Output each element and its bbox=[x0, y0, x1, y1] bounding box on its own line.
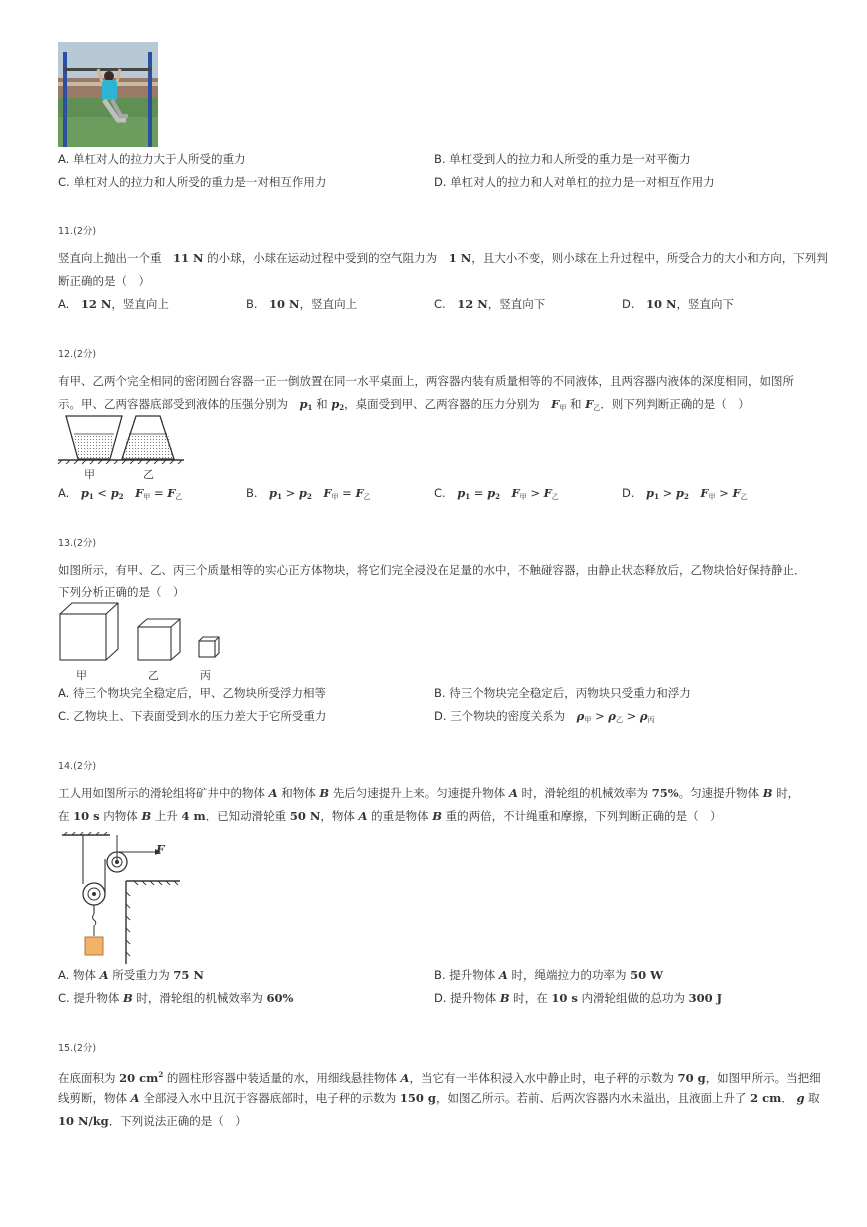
q15-header: 15.(2分) bbox=[58, 1043, 97, 1054]
q15-stem-line2: 线剪断，物体 A 全部浸入水中且沉于容器底部时，电子秤的示数为 150 g，如图乙所示。若前、后两次容器内水未溢出，且液面上升了 2 cm． g 取 bbox=[58, 1091, 820, 1105]
q10-option-d: D. 单杠对人的拉力和人对单杠的拉力是一对相互作用力 bbox=[434, 175, 715, 189]
q14-fig-force-label: F bbox=[156, 843, 165, 857]
q10-option-b: B. 单杠受到人的拉力和人所受的重力是一对平衡力 bbox=[434, 152, 691, 166]
q13-option-c: C. 乙物块上、下表面受到水的压力差大于它所受重力 bbox=[58, 709, 327, 723]
q11-option-a: A. 12 N，竖直向上 bbox=[58, 297, 169, 311]
q11-option-c: C. 12 N，竖直向下 bbox=[434, 297, 546, 311]
q11-stem-line2: 断正确的是（ ） bbox=[58, 274, 150, 288]
q13-fig-label-jia: 甲 bbox=[76, 669, 87, 682]
q13-option-a: A. 待三个物块完全稳定后，甲、乙物块所受浮力相等 bbox=[58, 686, 326, 700]
q13-header: 13.(2分) bbox=[58, 538, 97, 549]
q14-header: 14.(2分) bbox=[58, 761, 97, 772]
q14-option-c: C. 提升物体 B 时，滑轮组的机械效率为 60% bbox=[58, 991, 294, 1005]
q13-option-b: B. 待三个物块完全稳定后，丙物块只受重力和浮力 bbox=[434, 686, 691, 700]
q12-header: 12.(2分) bbox=[58, 349, 97, 360]
pull-up-photo bbox=[58, 42, 158, 147]
q11-option-b: B. 10 N，竖直向上 bbox=[246, 297, 358, 311]
q11-header: 11.(2分) bbox=[58, 226, 97, 237]
q12-containers-figure bbox=[56, 414, 186, 482]
q14-option-d: D. 提升物体 B 时，在 10 s 内滑轮组做的总功为 300 J bbox=[434, 991, 723, 1005]
q13-option-d: D. 三个物块的密度关系为 $\rho_甲 > \rho_乙 > \rho_丙$ bbox=[434, 709, 655, 724]
q12-option-c: C. $p_1 = p_2$ $F_甲 > F_乙$ bbox=[434, 486, 559, 501]
q11-option-d: D. 10 N，竖直向下 bbox=[622, 297, 735, 311]
q12-fig-label-jia: 甲 bbox=[84, 468, 95, 481]
q14-option-a: A. 物体 A 所受重力为 75 N bbox=[58, 968, 204, 982]
q10-option-a: A. 单杠对人的拉力大于人所受的重力 bbox=[58, 152, 246, 166]
q12-option-d: D. $p_1 > p_2$ $F_甲 > F_乙$ bbox=[622, 486, 748, 501]
q14-stem-line1: 工人用如图所示的滑轮组将矿井中的物体 A 和物体 B 先后匀速提升上来。匀速提升物体 A 时，滑轮组的机械效率为 75%。匀速提升物体 B 时， bbox=[58, 786, 800, 800]
q13-stem-line1: 如图所示，有甲、乙、丙三个质量相等的实心正方体物块，将它们完全浸没在足量的水中，不触碰容器，由静止状态释放后，乙物块恰好保持静止． bbox=[58, 563, 806, 577]
q12-option-b: B. $p_1 > p_2$ $F_甲 = F_乙$ bbox=[246, 486, 371, 501]
q14-pulley-figure bbox=[60, 832, 190, 964]
q13-fig-label-yi: 乙 bbox=[148, 669, 159, 682]
q12-option-a: A. $p_1 < p_2$ $F_甲 = F_乙$ bbox=[58, 486, 183, 501]
q13-fig-label-bing: 丙 bbox=[200, 669, 211, 682]
q15-stem-line3: 10 N/kg．下列说法正确的是（ ） bbox=[58, 1114, 247, 1128]
q12-stem-line1: 有甲、乙两个完全相同的密闭圆台容器一正一倒放置在同一水平桌面上，两容器内装有质量相等的不同液体，且两容器内液体的深度相同，如图所 bbox=[58, 374, 794, 388]
q10-option-c: C. 单杠对人的拉力和人所受的重力是一对相互作用力 bbox=[58, 175, 327, 189]
q11-stem-line1: 竖直向上抛出一个重 11 N 的小球，小球在运动过程中受到的空气阻力为 1 N，且大小不变，则小球在上升过程中，所受合力的大小和方向，下列判 bbox=[58, 251, 828, 265]
q15-stem-line1: 在底面积为 20 $cm^2$ 的圆柱形容器中装适量的水，用细线悬挂物体 A，当它有一半体积浸入水中静止时，电子秤的示数为 70 g，如图甲所示。当把细 bbox=[58, 1070, 821, 1085]
q14-option-b: B. 提升物体 A 时，绳端拉力的功率为 50 W bbox=[434, 968, 664, 982]
q13-stem-line2: 下列分析正确的是（ ） bbox=[58, 585, 185, 599]
q12-fig-label-yi: 乙 bbox=[143, 468, 154, 481]
q13-cubes-figure bbox=[56, 600, 226, 662]
q12-stem-line2: 示。甲、乙两容器底部受到液体的压强分别为 $p_1$ 和 $p_2$，桌面受到甲、乙两容器的压力分别为 $F_甲$ 和 $F_乙$．则下列判断正确的是（ ） bbox=[58, 397, 750, 412]
q14-stem-line2: 在 10 s 内物体 B 上升 4 m．已知动滑轮重 50 N，物体 A 的重是物体 B 重的两倍，不计绳重和摩擦，下列判断正确的是（ ） bbox=[58, 809, 722, 823]
